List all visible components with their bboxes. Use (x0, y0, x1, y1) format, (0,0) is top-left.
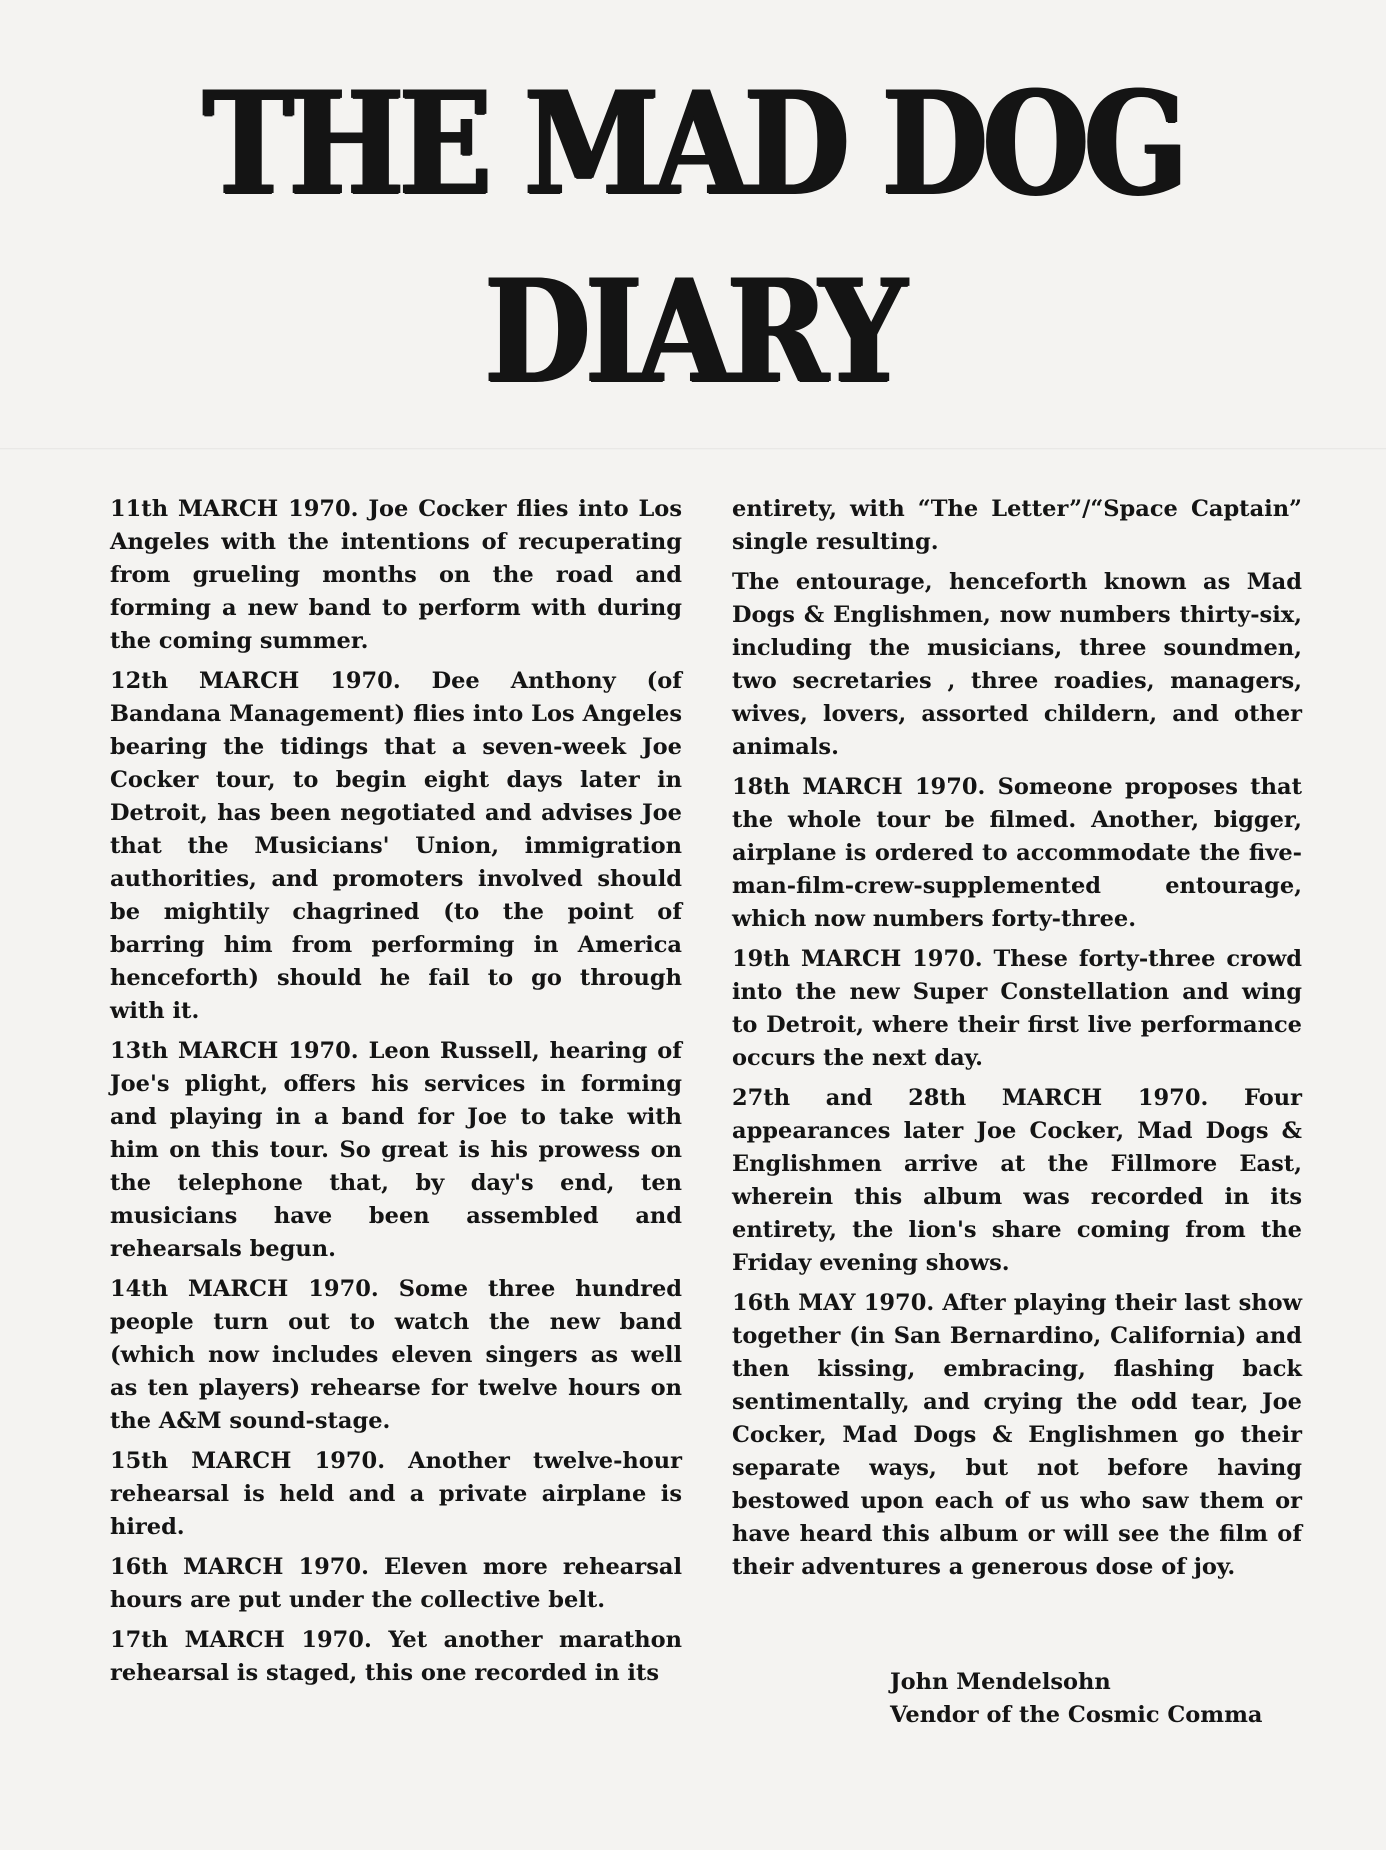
author-signature (890, 1666, 1263, 1732)
diary-entry-16-march: 16th MARCH 1970. Eleven more rehearsal hours are put under the collective belt. (110, 1554, 682, 1613)
diary-entry-19-march: 19th MARCH 1970. These forty-three crowd into the new Super Constellation and wing to Detroit, where their first live performance occurs the next day. (732, 946, 1302, 1071)
diary-entry-17-march: 17th MARCH 1970. Yet another marathon rehearsal is staged, this one recorded in its (110, 1627, 682, 1686)
diary-entry-entourage: The entourage, henceforth known as Mad Dogs & Englishmen, now numbers thirty-six, including the musicians, three soundmen, two secretaries , three roadies, managers, wives, lovers, assorted childern, and other animals. (732, 569, 1302, 760)
title-line-2: DIARY (484, 249, 902, 415)
diary-entry-11-march: 11th MARCH 1970. Joe Cocker flies into Los Angeles with the intentions of recuperating from grueling months on the road and forming a new band to perform with during the coming summer. (110, 496, 682, 654)
diary-column-right (732, 493, 1302, 1591)
title-line-1: THE MAD DOG (202, 61, 1183, 227)
diary-entry-18-march: 18th MARCH 1970. Someone proposes that the whole tour be filmed. Another, bigger, airplane is ordered to accommodate the five-man-film-crew-supplemented entourage, which now numbers forty-three. (732, 774, 1302, 932)
diary-entry-15-march: 15th MARCH 1970. Another twelve-hour rehearsal is held and a private airplane is hired. (110, 1448, 682, 1540)
diary-entry-27-28-march: 27th and 28th MARCH 1970. Four appearances later Joe Cocker, Mad Dogs & Englishmen arrive at the Fillmore East, wherein this album was recorded in its entirety, the lion's share coming from the Friday evening shows. (732, 1085, 1302, 1276)
page-fold-divider (0, 448, 1386, 450)
diary-column-left (110, 493, 682, 1697)
diary-entry-13-march: 13th MARCH 1970. Leon Russell, hearing of Joe's plight, offers his services in forming and playing in a band for Joe to take with him on this tour. So great is his prowess on the telephone that, by day's end, ten musicians have been assembled and rehearsals begun. (110, 1038, 682, 1262)
diary-entry-12-march: 12th MARCH 1970. Dee Anthony (of Bandana Management) flies into Los Angeles bearing the tidings that a seven-week Joe Cocker tour, to begin eight days later in Detroit, has been negotiated and advises Joe that the Musicians' Union, immigration authorities, and promoters involved should be mightily chagrined (to the point of barring him from performing in America henceforth) should he fail to go through with it. (110, 668, 682, 1024)
diary-entry-16-may: 16th MAY 1970. After playing their last show together (in San Bernardino, California) and then kissing, embracing, flashing back sentimentally, and crying the odd tear, Joe Cocker, Mad Dogs & Englishmen go their separate ways, but not before having bestowed upon each of us who saw them or have heard this album or will see the film of their adventures a generous dose of joy. (732, 1290, 1302, 1580)
author-name: John Mendelsohn (890, 1669, 1111, 1695)
author-title: Vendor of the Cosmic Comma (890, 1702, 1263, 1728)
diary-entry-17-march-continued: entirety, with “The Letter”/“Space Captain” single resulting. (732, 496, 1302, 555)
page-title (97, 50, 1289, 426)
diary-entry-14-march: 14th MARCH 1970. Some three hundred people turn out to watch the new band (which now includes eleven singers as well as ten players) rehearse for twelve hours on the A&M sound-stage. (110, 1276, 682, 1434)
